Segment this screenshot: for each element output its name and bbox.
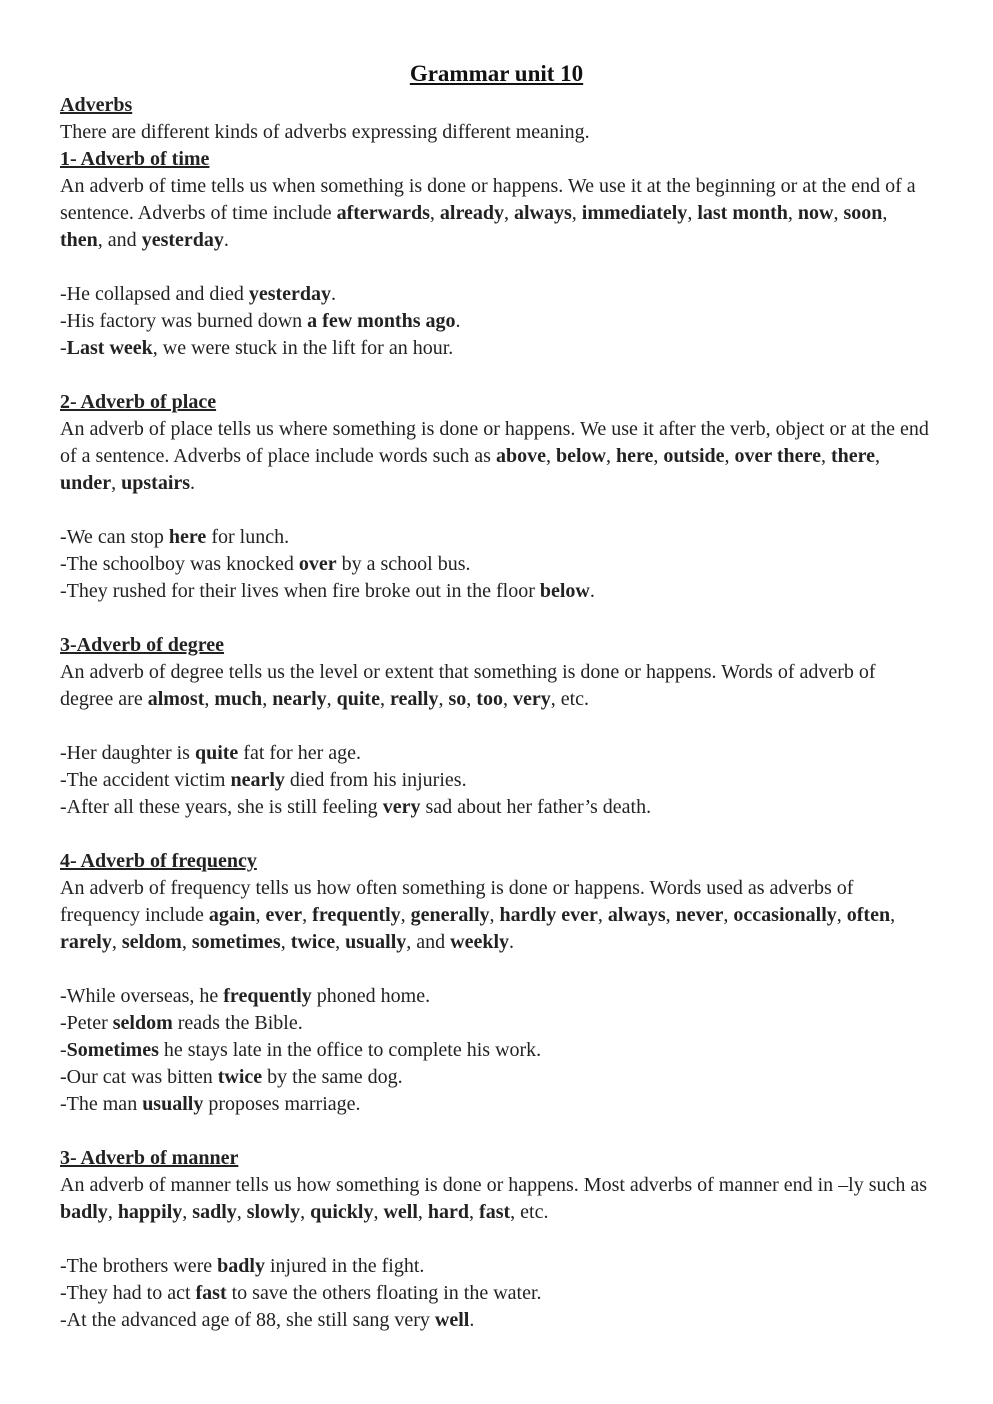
bold-term: weekly — [450, 931, 510, 953]
text-run: An adverb of time tells us when something is done or happens. We use it at the beginning or at the end of a sentence. Adverbs of time include — [60, 175, 916, 224]
bold-term: yesterday — [248, 283, 332, 305]
bold-term: nearly — [272, 688, 327, 710]
example-list — [60, 983, 933, 1118]
text-run: , — [302, 904, 313, 926]
example-list — [60, 281, 933, 362]
text-run: , — [280, 931, 291, 953]
text-run: , — [724, 445, 735, 467]
bold-term: frequently — [223, 985, 312, 1007]
bold-term: very — [382, 796, 421, 818]
section — [60, 848, 933, 1145]
text-run: -They had to act — [60, 1282, 196, 1304]
example-sentence — [60, 1253, 933, 1280]
text-run: by the same dog. — [262, 1066, 403, 1088]
text-run: -They rushed for their lives when fire broke out in the floor — [60, 580, 540, 602]
text-run: -We can stop — [60, 526, 169, 548]
example-sentence — [60, 524, 933, 551]
text-run: , — [503, 202, 514, 224]
bold-term: twice — [290, 931, 336, 953]
intro-heading: Adverbs — [60, 94, 133, 116]
text-run: , — [605, 445, 616, 467]
text-run: , — [111, 931, 122, 953]
text-run: . — [509, 931, 515, 953]
text-run: , — [489, 904, 500, 926]
bold-term: almost — [147, 688, 205, 710]
bold-term: badly — [217, 1255, 265, 1277]
bold-term: immediately — [581, 202, 688, 224]
bold-term: generally — [410, 904, 490, 926]
bold-term: sometimes — [191, 931, 281, 953]
text-run: , — [687, 202, 698, 224]
bold-term: again — [208, 904, 256, 926]
text-run: -His factory was burned down — [60, 310, 308, 332]
text-run: , — [787, 202, 798, 224]
text-run: reads the Bible. — [172, 1012, 303, 1034]
text-run: died from his injuries. — [284, 769, 467, 791]
section — [60, 389, 933, 632]
text-run: he stays late in the office to complete his work. — [158, 1039, 542, 1061]
example-sentence — [60, 1037, 933, 1064]
text-run: . — [223, 229, 229, 251]
text-run: , — [438, 688, 449, 710]
bold-term: now — [797, 202, 834, 224]
bold-term: above — [495, 445, 546, 467]
bold-term: Sometimes — [66, 1039, 159, 1061]
text-run: , — [545, 445, 556, 467]
bold-term: ever — [265, 904, 303, 926]
text-run: -At the advanced age of 88, she still sang very — [60, 1309, 435, 1331]
section — [60, 1145, 933, 1334]
text-run: -Our cat was bitten — [60, 1066, 218, 1088]
bold-term: yesterday — [141, 229, 224, 251]
bold-term: quite — [194, 742, 239, 764]
bold-term: soon — [843, 202, 883, 224]
text-run: , — [400, 904, 411, 926]
bold-term: so — [448, 688, 467, 710]
text-run: -After all these years, she is still feeling — [60, 796, 383, 818]
text-run: -The schoolboy was knocked — [60, 553, 299, 575]
bold-term: outside — [663, 445, 725, 467]
document-title: Grammar unit 10 — [409, 61, 584, 86]
bold-term: slowly — [246, 1201, 301, 1223]
bold-term: very — [512, 688, 551, 710]
bold-term: well — [434, 1309, 470, 1331]
text-run: proposes marriage. — [203, 1093, 361, 1115]
bold-term: fast — [479, 1201, 511, 1223]
text-run: , — [429, 202, 440, 224]
section-description — [60, 173, 933, 254]
text-run: , — [882, 202, 888, 224]
bold-term: quickly — [310, 1201, 374, 1223]
example-sentence — [60, 1280, 933, 1307]
text-run: , — [469, 1201, 480, 1223]
section-description — [60, 1172, 933, 1226]
example-sentence — [60, 983, 933, 1010]
bold-term: always — [607, 904, 666, 926]
bold-term: nearly — [230, 769, 285, 791]
text-run: injured in the fight. — [264, 1255, 425, 1277]
example-sentence — [60, 1010, 933, 1037]
text-run: An adverb of manner tells us how something is done or happens. Most adverbs of manner end in –ly such as — [60, 1174, 928, 1196]
bold-term: Last week — [66, 337, 153, 359]
bold-term: badly — [60, 1201, 108, 1223]
section — [60, 632, 933, 848]
text-run: , — [417, 1201, 428, 1223]
section-heading: 1- Adverb of time — [60, 148, 210, 170]
section-heading: 2- Adverb of place — [60, 391, 217, 413]
text-run: , and — [97, 229, 142, 251]
bold-term: quite — [336, 688, 380, 710]
text-run: , — [502, 688, 513, 710]
bold-term: already — [439, 202, 504, 224]
text-run: -Peter — [60, 1012, 113, 1034]
text-run: , — [236, 1201, 247, 1223]
text-run: An adverb of place tells us where something is done or happens. We use it after the verb, object or at the end of a sentence. Adverbs of place include words such as — [60, 418, 929, 467]
example-sentence — [60, 794, 933, 821]
text-run: . — [455, 310, 461, 332]
sections-container — [60, 146, 933, 1334]
example-sentence — [60, 1091, 933, 1118]
section-heading: 3-Adverb of degree — [60, 634, 225, 656]
example-sentence — [60, 1307, 933, 1334]
bold-term: fast — [195, 1282, 227, 1304]
bold-term: over there — [734, 445, 821, 467]
text-run: , — [653, 445, 664, 467]
text-run: , — [836, 904, 847, 926]
text-run: , — [181, 931, 192, 953]
text-run: , — [335, 931, 346, 953]
text-run: , etc. — [510, 1201, 549, 1223]
text-run: , etc. — [550, 688, 590, 710]
text-run: , and — [406, 931, 451, 953]
text-run: . — [331, 283, 337, 305]
text-run: by a school bus. — [336, 553, 471, 575]
bold-term: under — [60, 472, 112, 494]
text-run: , — [597, 904, 608, 926]
bold-term: there — [830, 445, 876, 467]
bold-term: usually — [142, 1093, 204, 1115]
bold-term: over — [298, 553, 337, 575]
text-run: sad about her father’s death. — [420, 796, 652, 818]
bold-term: rarely — [60, 931, 112, 953]
text-run: , — [820, 445, 831, 467]
text-run: An adverb of frequency tells us how often something is done or happens. Words used as adverbs of frequency include — [60, 877, 854, 926]
section-description — [60, 659, 933, 713]
bold-term: really — [389, 688, 439, 710]
section — [60, 146, 933, 389]
section-heading: 4- Adverb of frequency — [60, 850, 257, 872]
text-run: , — [723, 904, 734, 926]
section-description — [60, 875, 933, 956]
text-run: , — [833, 202, 844, 224]
bold-term: sadly — [192, 1201, 237, 1223]
intro — [60, 92, 933, 146]
text-run: , — [255, 904, 266, 926]
text-run: - — [60, 337, 67, 359]
text-run: , — [262, 688, 273, 710]
text-run: fat for her age. — [238, 742, 362, 764]
bold-term: too — [476, 688, 503, 710]
bold-term: seldom — [121, 931, 182, 953]
example-sentence — [60, 1064, 933, 1091]
bold-term: occasionally — [733, 904, 837, 926]
bold-term: often — [846, 904, 891, 926]
example-sentence — [60, 308, 933, 335]
example-sentence — [60, 578, 933, 605]
text-run: , — [182, 1201, 193, 1223]
bold-term: frequently — [312, 904, 401, 926]
section-heading: 3- Adverb of manner — [60, 1147, 239, 1169]
text-run: -The accident victim — [60, 769, 231, 791]
example-sentence — [60, 335, 933, 362]
bold-term: usually — [345, 931, 407, 953]
bold-term: hardly ever — [499, 904, 598, 926]
text-run: , — [379, 688, 390, 710]
text-run: -While overseas, he — [60, 985, 224, 1007]
bold-term: never — [675, 904, 724, 926]
bold-term: here — [168, 526, 207, 548]
text-run: , we were stuck in the lift for an hour. — [152, 337, 454, 359]
example-sentence — [60, 767, 933, 794]
text-run: . — [190, 472, 196, 494]
example-sentence — [60, 740, 933, 767]
text-run: , — [111, 472, 122, 494]
text-run: , — [571, 202, 582, 224]
text-run: phoned home. — [311, 985, 431, 1007]
text-run: , — [875, 445, 881, 467]
text-run: , — [665, 904, 676, 926]
text-run: , — [204, 688, 215, 710]
text-run: , — [300, 1201, 311, 1223]
text-run: to save the others floating in the water. — [226, 1282, 542, 1304]
bold-term: last month — [697, 202, 788, 224]
text-run: -He collapsed and died — [60, 283, 249, 305]
text-run: for lunch. — [206, 526, 290, 548]
text-run: , — [326, 688, 337, 710]
text-run: - — [60, 1039, 67, 1061]
text-run: , — [466, 688, 477, 710]
bold-term: seldom — [112, 1012, 173, 1034]
intro-text: There are different kinds of adverbs expressing different meaning. — [60, 121, 590, 143]
bold-term: afterwards — [336, 202, 430, 224]
text-run: An adverb of degree tells us the level or extent that something is done or happens. Words of adverb of degree are — [60, 661, 876, 710]
bold-term: much — [214, 688, 263, 710]
bold-term: always — [513, 202, 572, 224]
example-sentence — [60, 551, 933, 578]
bold-term: hard — [427, 1201, 470, 1223]
section-description — [60, 416, 933, 497]
text-run: -Her daughter is — [60, 742, 195, 764]
text-run: , — [373, 1201, 384, 1223]
bold-term: then — [60, 229, 98, 251]
bold-term: here — [615, 445, 654, 467]
bold-term: below — [555, 445, 606, 467]
bold-term: a few months ago — [307, 310, 456, 332]
example-list — [60, 524, 933, 605]
bold-term: twice — [217, 1066, 263, 1088]
text-run: -The brothers were — [60, 1255, 218, 1277]
text-run: . — [469, 1309, 475, 1331]
text-run: , — [890, 904, 896, 926]
text-run: . — [589, 580, 595, 602]
text-run: -The man — [60, 1093, 143, 1115]
example-sentence — [60, 281, 933, 308]
bold-term: happily — [117, 1201, 183, 1223]
example-list — [60, 740, 933, 821]
bold-term: upstairs — [121, 472, 191, 494]
bold-term: below — [539, 580, 590, 602]
bold-term: well — [383, 1201, 418, 1223]
example-list — [60, 1253, 933, 1334]
text-run: , — [107, 1201, 118, 1223]
